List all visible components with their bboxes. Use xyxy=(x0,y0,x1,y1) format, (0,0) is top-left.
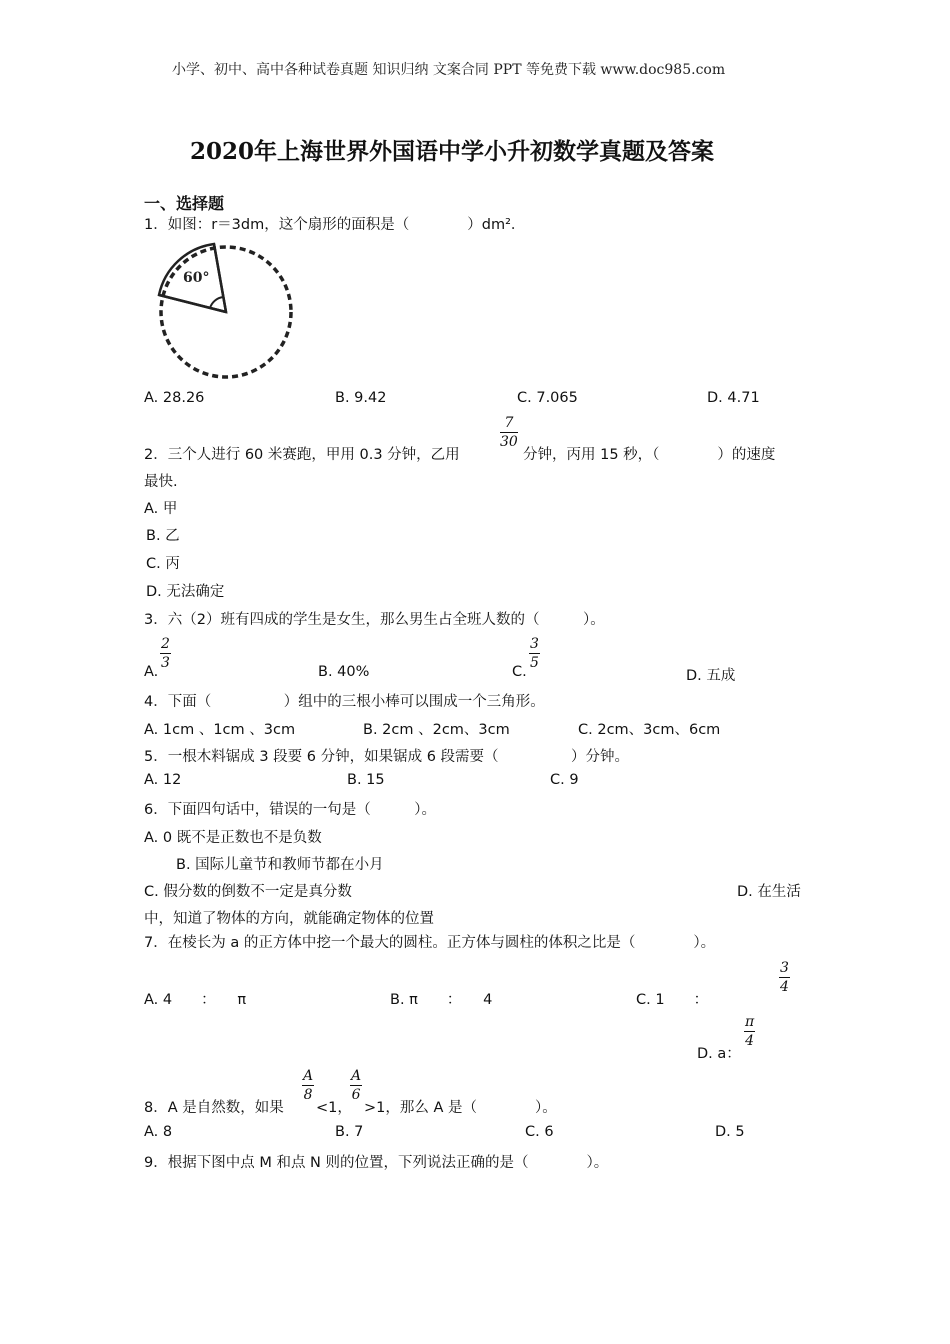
q7-option-c-fraction xyxy=(779,960,790,995)
q5-option-b: B. 15 xyxy=(347,772,385,788)
q7-frac-d-numerator: π xyxy=(745,1014,755,1030)
angle-arc xyxy=(210,297,223,308)
q3-frac-c-numerator: 3 xyxy=(530,636,539,652)
q2-stem-part1: 2．三个人进行 60 米赛跑，甲用 0.3 分钟，乙用 xyxy=(144,447,460,463)
q8-option-c: C. 6 xyxy=(525,1124,554,1140)
q7-option-d: D. a： xyxy=(697,1046,741,1062)
q3-option-d: D. 五成 xyxy=(686,668,736,684)
q3-option-c-fraction xyxy=(529,636,540,671)
q3-frac-a-denominator: 3 xyxy=(161,655,170,671)
q9-stem: 9．根据下图中点 M 和点 N 则的位置，下列说法正确的是（ ）。 xyxy=(144,1155,609,1171)
q3-stem: 3．六（2）班有四成的学生是女生，那么男生占全班人数的（ ）。 xyxy=(144,612,605,628)
q7-option-c: C. 1 ： xyxy=(636,992,709,1008)
q2-frac-numerator: 7 xyxy=(500,415,518,433)
q6-stem: 6．下面四句话中，错误的一句是（ ）。 xyxy=(144,802,436,818)
q8-option-d: D. 5 xyxy=(715,1124,745,1140)
q1-option-d: D. 4.71 xyxy=(707,390,760,406)
q3-option-b: B. 40% xyxy=(318,664,370,680)
q5-option-c: C. 9 xyxy=(550,772,579,788)
q5-stem: 5．一根木料锯成 3 段要 6 分钟，如果锯成 6 段需要（ ）分钟。 xyxy=(144,749,630,765)
q7-frac-d-denominator: 4 xyxy=(745,1033,755,1049)
q4-option-a: A. 1cm 、1cm 、3cm xyxy=(144,722,296,738)
q3-option-a-fraction xyxy=(160,636,171,671)
q3-option-a: A. xyxy=(144,664,159,680)
q6-option-d: D. 在生活 xyxy=(737,884,801,900)
q4-option-c: C. 2cm、3cm、6cm xyxy=(578,722,721,738)
q1-option-a: A. 28.26 xyxy=(144,390,205,406)
q8-frac1-numerator: A xyxy=(303,1068,314,1084)
q1-option-b: B. 9.42 xyxy=(335,390,387,406)
q8-stem-part3: >1，那么 A 是（ ）。 xyxy=(364,1100,557,1116)
q7-frac-c-numerator: 3 xyxy=(780,960,789,976)
q8-fraction-2 xyxy=(350,1068,362,1103)
q7-option-a: A. 4 ： π xyxy=(144,992,247,1008)
q1-stem: 1．如图：r＝3dm，这个扇形的面积是（ ）dm²． xyxy=(144,217,526,233)
q2-option-a: A. 甲 xyxy=(144,501,178,517)
q6-option-d-continued: 中，知道了物体的方向，就能确定物体的位置 xyxy=(144,911,434,927)
q3-frac-c-denominator: 5 xyxy=(530,655,539,671)
q6-option-c: C. 假分数的倒数不一定是真分数 xyxy=(144,884,352,900)
q5-option-a: A. 12 xyxy=(144,772,182,788)
q2-stem-part2: 分钟，丙用 15 秒，（ ）的速度 xyxy=(523,447,776,463)
q7-option-b: B. π ： 4 xyxy=(390,992,493,1008)
site-banner: 小学、初中、高中各种试卷真题 知识归纳 文案合同 PPT 等免费下载 www.doc985.com xyxy=(172,62,726,78)
q8-frac2-denominator: 6 xyxy=(351,1087,361,1103)
q8-fraction-1 xyxy=(302,1068,314,1103)
q2-fraction xyxy=(500,415,518,450)
page-title: 2020年上海世界外国语中学小升初数学真题及答案 xyxy=(190,138,715,165)
q2-option-c: C. 丙 xyxy=(146,556,180,572)
angle-label: 60° xyxy=(183,270,210,286)
q2-frac-denominator: 30 xyxy=(500,434,518,450)
radius-left xyxy=(159,295,226,312)
q8-frac1-denominator: 8 xyxy=(303,1087,313,1103)
q8-option-a: A. 8 xyxy=(144,1124,173,1140)
q3-frac-a-numerator: 2 xyxy=(161,636,170,652)
sector-figure xyxy=(150,240,300,385)
q4-option-b: B. 2cm 、2cm、3cm xyxy=(363,722,510,738)
q7-stem: 7．在棱长为 a 的正方体中挖一个最大的圆柱。正方体与圆柱的体积之比是（ ）。 xyxy=(144,935,716,951)
q6-option-b: B. 国际儿童节和教师节都在小月 xyxy=(176,857,384,873)
q8-stem-part2: <1， xyxy=(316,1100,352,1116)
q4-stem: 4．下面（ ）组中的三根小棒可以围成一个三角形。 xyxy=(144,694,545,710)
q2-option-d: D. 无法确定 xyxy=(146,584,225,600)
q6-option-a: A. 0 既不是正数也不是负数 xyxy=(144,830,322,846)
q8-frac2-numerator: A xyxy=(351,1068,362,1084)
q8-option-b: B. 7 xyxy=(335,1124,364,1140)
q1-option-c: C. 7.065 xyxy=(517,390,578,406)
radius-right xyxy=(214,244,226,312)
q7-frac-c-denominator: 4 xyxy=(780,979,789,995)
q8-stem-part1: 8．A 是自然数，如果 xyxy=(144,1100,284,1116)
q3-option-c: C. xyxy=(512,664,527,680)
q2-stem-part3: 最快. xyxy=(144,474,178,490)
q7-option-d-fraction xyxy=(744,1014,755,1049)
q2-option-b: B. 乙 xyxy=(146,528,180,544)
section-heading: 一、选择题 xyxy=(144,194,225,213)
